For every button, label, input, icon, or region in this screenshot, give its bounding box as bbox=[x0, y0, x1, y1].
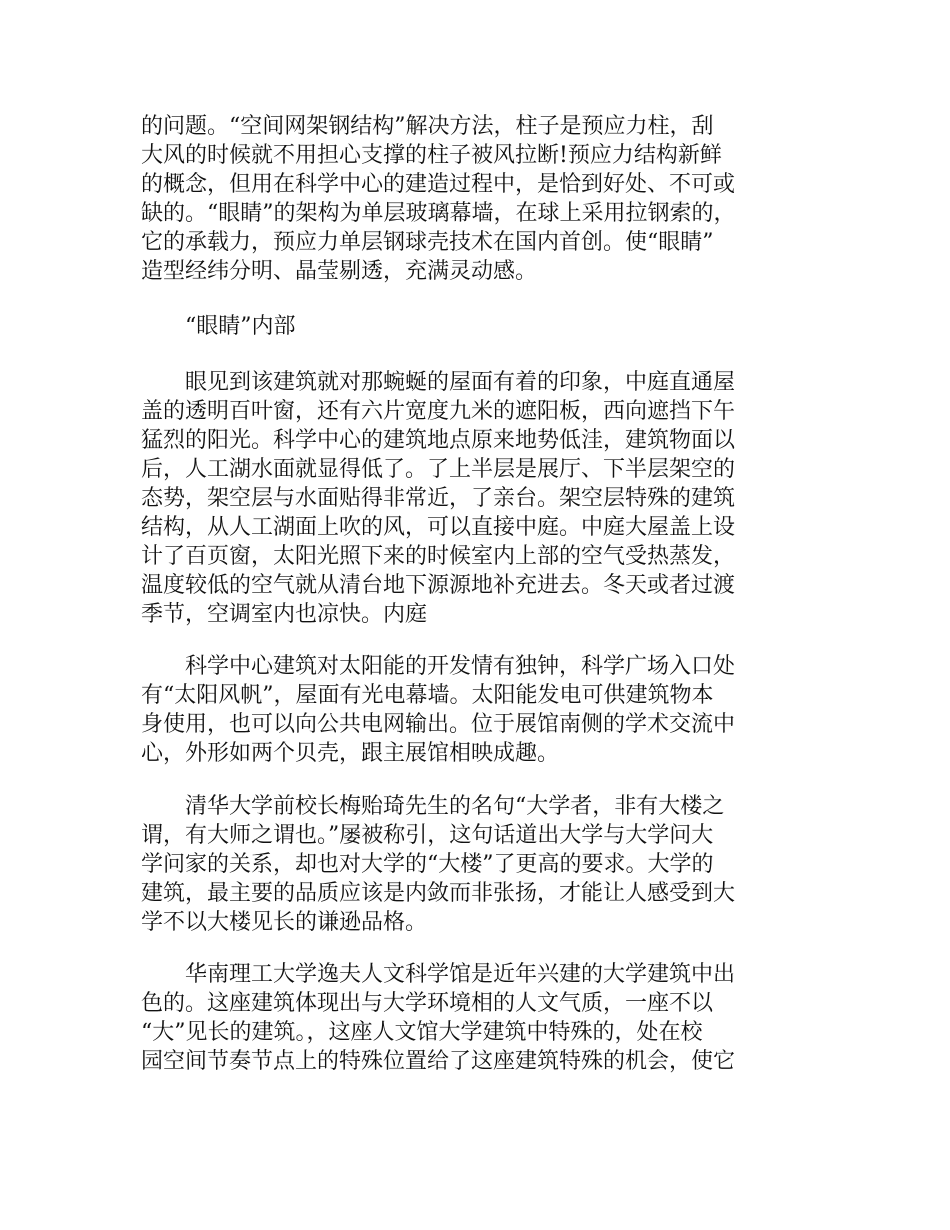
text-line: 有“太阳风帆”，屋面有光电幕墙。太阳能发电可供建筑物本 bbox=[141, 683, 714, 708]
text-line: 季节，空调室内也凉快。内庭 bbox=[141, 602, 428, 627]
paragraph-university-building bbox=[141, 792, 841, 937]
text-line: 后，人工湖水面就显得低了。了上半层是展厅、下半层架空的 bbox=[141, 457, 736, 482]
text-line: 缺的。“眼睛”的架构为单层玻璃幕墙，在球上采用拉钢索的， bbox=[141, 201, 736, 226]
text-line: 的问题。“空间网架钢结构”解决方法，柱子是预应力柱，刮 bbox=[141, 114, 714, 139]
text-line: 眼见到该建筑就对那蜿蜒的屋面有着的印象，中庭直通屋 bbox=[141, 370, 736, 395]
paragraph-interior bbox=[141, 368, 841, 629]
text-line: 造型经纬分明、晶莹剔透，充满灵动感。 bbox=[141, 259, 538, 284]
text-line: “大”见长的建筑。，这座人文馆大学建筑中特殊的，处在校 bbox=[141, 1020, 703, 1045]
text-line: 华南理工大学逸夫人文科学馆是近年兴建的大学建筑中出 bbox=[141, 962, 736, 987]
text-line: 学不以大楼见长的谦逊品格。 bbox=[141, 910, 428, 935]
text-line: 园空间节奏节点上的特殊位置给了这座建筑特殊的机会，使它 bbox=[141, 1049, 736, 1074]
text-line: 谓，有大师之谓也。”屡被称引，这句话道出大学与大学问大 bbox=[141, 823, 714, 848]
text-line: 它的承载力，预应力单层钢球壳技术在国内首创。使“眼睛” bbox=[141, 230, 714, 255]
section-heading bbox=[141, 312, 841, 341]
text-line: 温度较低的空气就从清台地下源源地补充进去。冬天或者过渡 bbox=[141, 573, 736, 598]
text-line: 清华大学前校长梅贻琦先生的名句“大学者，非有大楼之 bbox=[141, 794, 725, 819]
text-line: 计了百页窗，太阳光照下来的时候室内上部的空气受热蒸发， bbox=[141, 544, 736, 569]
paragraph-humanities-hall bbox=[141, 960, 841, 1076]
text-line: 学问家的关系，却也对大学的“大楼”了更高的要求。大学的 bbox=[141, 852, 714, 877]
text-line: 心，外形如两个贝壳，跟主展馆相映成趣。 bbox=[141, 741, 560, 766]
text-line: 色的。这座建筑体现出与大学环境相的人文气质，一座不以 bbox=[141, 991, 714, 1016]
paragraph-solar-energy bbox=[141, 652, 841, 768]
text-line: 身使用，也可以向公共电网输出。位于展馆南侧的学术交流中 bbox=[141, 712, 736, 737]
text-line: 科学中心建筑对太阳能的开发情有独钟，科学广场入口处 bbox=[141, 654, 736, 679]
text-line: 态势，架空层与水面贴得非常近，了亲台。架空层特殊的建筑 bbox=[141, 486, 736, 511]
text-line: 结构，从人工湖面上吹的风，可以直接中庭。中庭大屋盖上设 bbox=[141, 515, 736, 540]
text-line: 的概念，但用在科学中心的建造过程中，是恰到好处、不可或 bbox=[141, 172, 736, 197]
text-line: 大风的时候就不用担心支撑的柱子被风拉断!预应力结构新鲜 bbox=[141, 143, 722, 168]
paragraph-structure-intro bbox=[141, 112, 841, 286]
heading-line: “眼睛”内部 bbox=[141, 314, 296, 339]
text-line: 猛烈的阳光。科学中心的建筑地点原来地势低洼，建筑物面以 bbox=[141, 428, 736, 453]
text-line: 盖的透明百叶窗，还有六片宽度九米的遮阳板，西向遮挡下午 bbox=[141, 399, 736, 424]
text-line: 建筑，最主要的品质应该是内敛而非张扬，才能让人感受到大 bbox=[141, 881, 736, 906]
